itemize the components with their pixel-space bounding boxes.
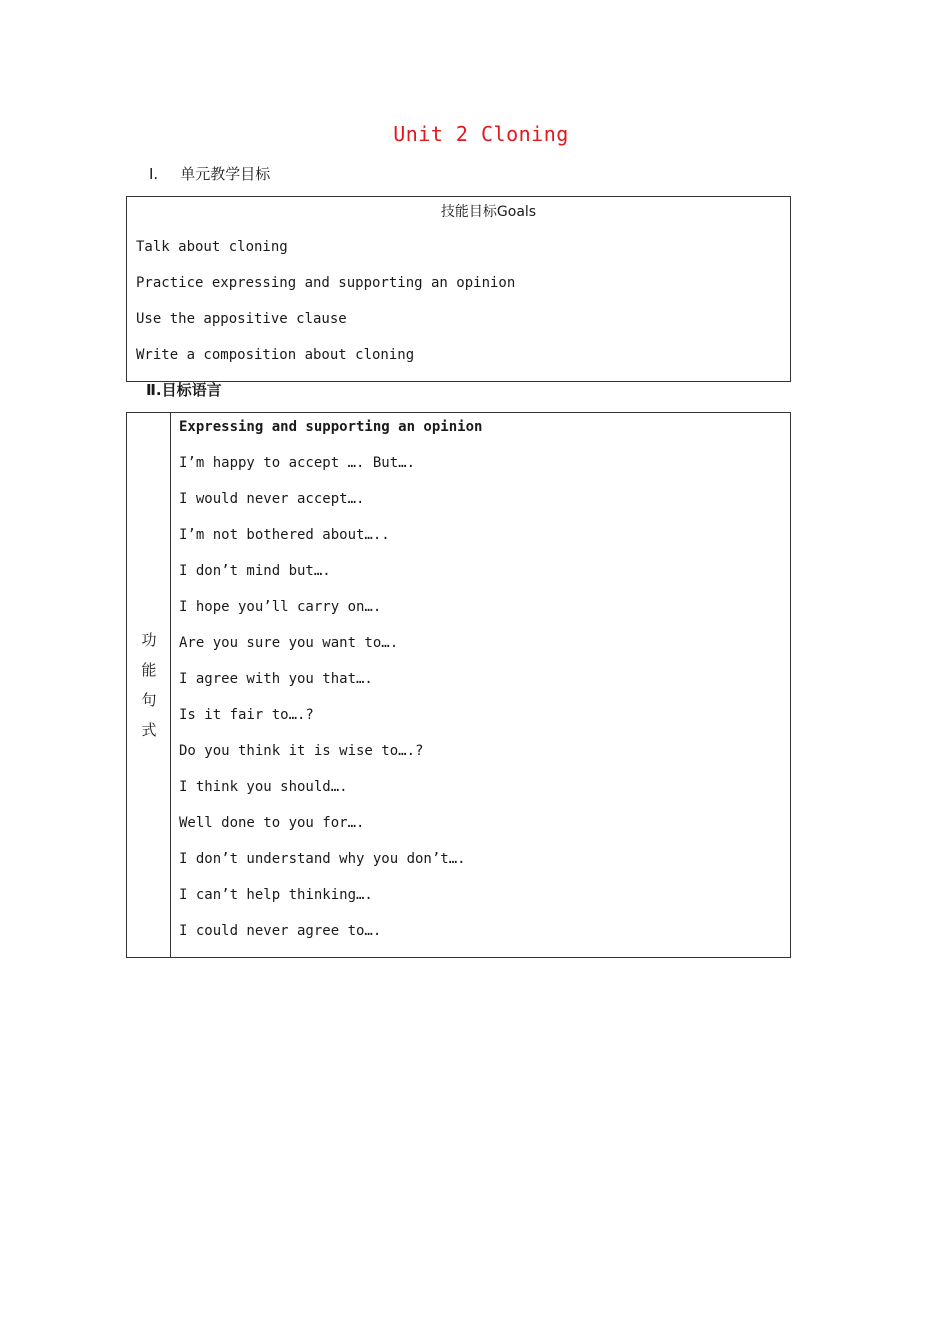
goal-item: Write a composition about cloning (136, 347, 415, 363)
goals-table (126, 196, 791, 382)
goals-header: 技能目标Goals (440, 204, 537, 220)
sentence-line: Well done to you for…. (179, 815, 365, 831)
language-table (126, 412, 791, 958)
section-title: 单元教学目标 (180, 165, 271, 183)
label-char: 能 (141, 661, 157, 679)
sentence-line: Is it fair to….? (179, 707, 314, 723)
sentence-line: I agree with you that…. (179, 671, 373, 687)
goal-item: Use the appositive clause (136, 311, 347, 327)
sentence-line: I can’t help thinking…. (179, 887, 373, 903)
label-char: 式 (141, 721, 157, 739)
sentence-line: I think you should…. (179, 779, 348, 795)
sentence-line: I don’t understand why you don’t…. (179, 851, 466, 867)
sentence-line: I hope you’ll carry on…. (179, 599, 382, 615)
label-char: 功 (141, 631, 157, 649)
sentence-line: I would never accept…. (179, 491, 365, 507)
function-sentences-cell (171, 413, 791, 958)
sentence-line: I’m not bothered about….. (179, 527, 390, 543)
section-number: Ⅰ. (149, 165, 159, 183)
sentence-line: I’m happy to accept …. But…. (179, 455, 416, 471)
label-char: 句 (141, 691, 157, 709)
sentence-line: I don’t mind but…. (179, 563, 331, 579)
goals-cell (127, 197, 791, 382)
goal-item: Talk about cloning (136, 239, 288, 255)
sentence-line: Are you sure you want to…. (179, 635, 399, 651)
section-heading-language: Ⅱ.目标语言 (146, 381, 222, 399)
goal-item: Practice expressing and supporting an opinion (136, 275, 516, 291)
sentences-heading: Expressing and supporting an opinion (179, 419, 483, 435)
sentence-line: Do you think it is wise to….? (179, 743, 424, 759)
function-label-cell (127, 413, 171, 958)
document-title: Unit 2 Cloning (393, 122, 569, 146)
section-heading-goals (149, 163, 270, 184)
sentence-line: I could never agree to…. (179, 923, 382, 939)
